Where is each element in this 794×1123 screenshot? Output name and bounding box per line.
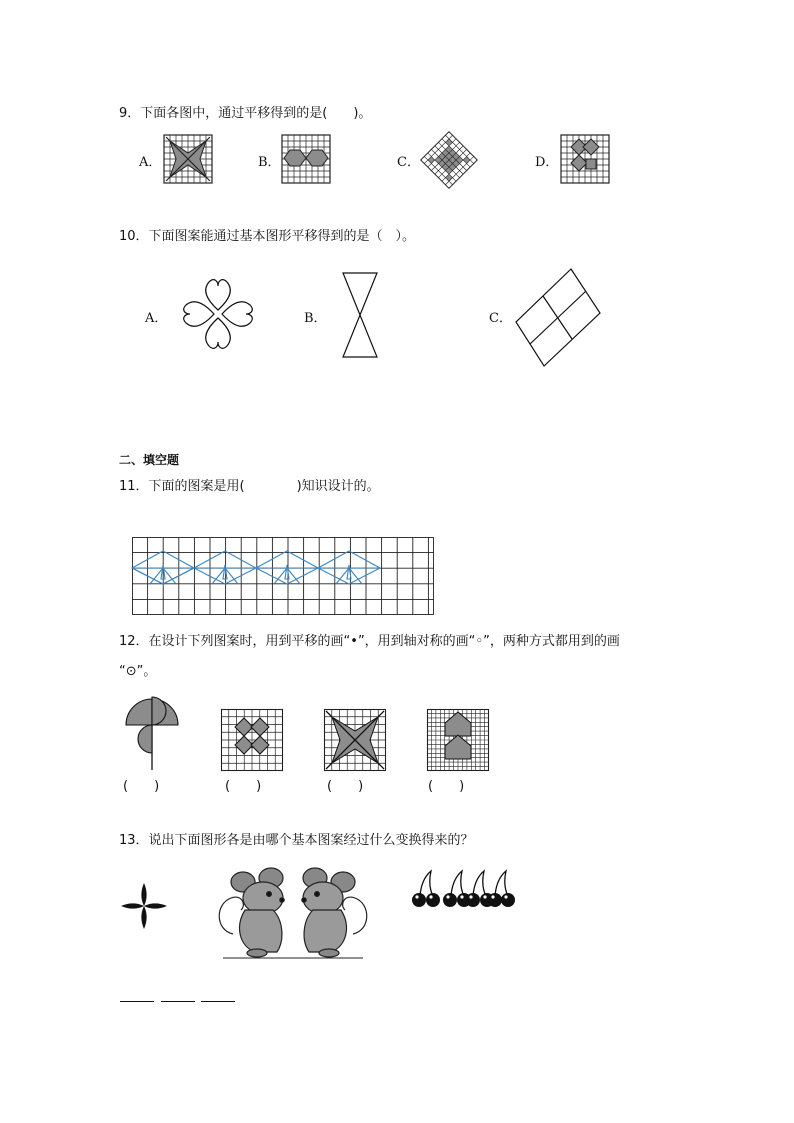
q12-answer-blank-4[interactable]: ( ): [428, 779, 465, 794]
q12-figure-diamonds-grid: [221, 709, 283, 771]
q9-option-c-label: C．: [397, 155, 420, 170]
q13-figure-cherries: [411, 868, 515, 908]
q13-figure-mice-image: [213, 864, 373, 960]
q9-figure-b: [282, 135, 330, 183]
q12-question-line2: “⊙”。: [119, 664, 157, 679]
q13-figure-four-point-star: [120, 882, 168, 930]
q10-option-a-label: A．: [145, 311, 168, 326]
q13-answer-line-2[interactable]: [161, 1001, 195, 1002]
q9-option-a-label: A．: [139, 155, 162, 170]
q12-figure-arrows-grid: [427, 709, 489, 771]
q10-option-b-label: B．: [304, 311, 327, 326]
q9-option-d-label: D．: [535, 155, 559, 170]
q9-figure-d: [561, 135, 609, 183]
q12-answer-blank-3[interactable]: ( ): [327, 779, 364, 794]
q9-option-b-label: B．: [258, 155, 281, 170]
q12-question-line1: 12．在设计下列图案时，用到平移的画“•”，用到轴对称的画“◦”，两种方式都用到的画: [119, 634, 620, 649]
q12-answer-blank-1[interactable]: ( ): [123, 779, 160, 794]
q13-answer-line-3[interactable]: [201, 1001, 235, 1002]
section-title: 二、填空题: [119, 453, 180, 467]
q10-figure-a-hearts: [174, 274, 262, 354]
q12-figure-x-grid: [324, 709, 386, 771]
q12-answer-blank-2[interactable]: ( ): [225, 779, 262, 794]
q10-figure-c-rhombus: [515, 268, 601, 368]
q13-answer-line-1[interactable]: [120, 1001, 154, 1002]
q11-question: 11．下面的图案是用( )知识设计的。: [119, 479, 380, 494]
q11-grid-pattern: [132, 537, 434, 615]
q10-question: 10．下面图案能通过基本图形平移得到的是（ ）。: [119, 229, 416, 244]
q9-question: 9．下面各图中，通过平移得到的是( )。: [119, 106, 372, 121]
q9-figure-c: [420, 131, 478, 189]
q10-option-c-label: C．: [489, 311, 512, 326]
q12-figure-pinwheel: [121, 694, 183, 770]
q10-figure-b-hourglass: [342, 272, 378, 358]
q9-figure-a: [164, 135, 212, 183]
q13-question: 13．说出下面图形各是由哪个基本图案经过什么变换得来的？: [119, 833, 474, 848]
